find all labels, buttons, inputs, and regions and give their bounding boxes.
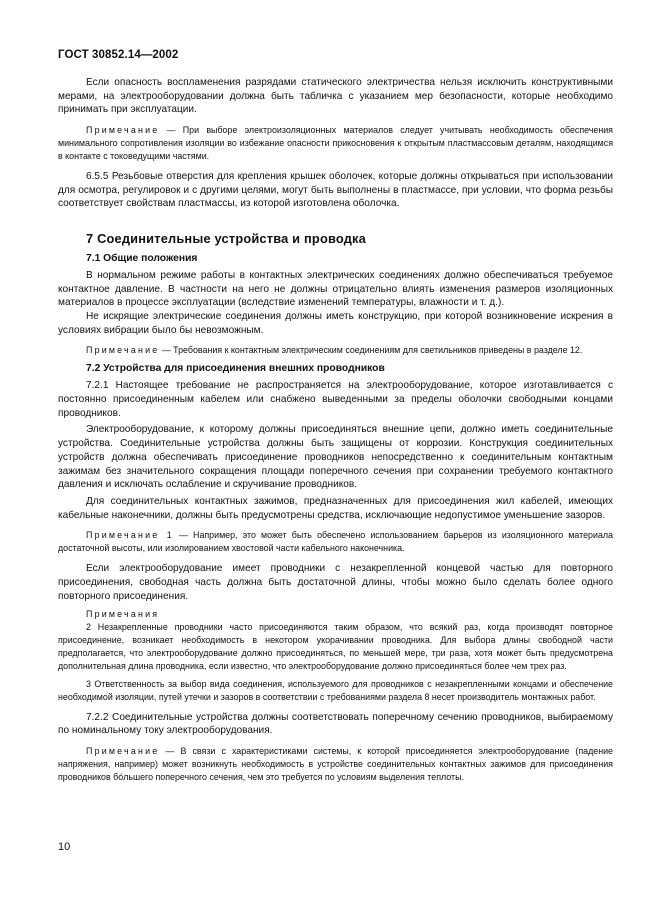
note-text: — Требования к контактным электрическим соединениям для светильников приведены в разделе 12. xyxy=(159,345,583,356)
page-content xyxy=(58,76,613,784)
paragraph-6-5-5: 6.5.5 Резьбовые отверстия для крепления крышек оболочек, которые должны открываться при использовании для осмотра, регулировок и с другими целями, могут быть выполнены в пластмассе, при условии, что форма резьбы соответствует свойствам пластмассы, из которой изготовлена оболочка. xyxy=(58,170,613,210)
paragraph-7-2-2: 7.2.2 Соединительные устройства должны соответствовать поперечному сечению проводников, выбираемому по номинальному току электрооборудования. xyxy=(58,711,613,737)
note-3-responsibility: 3 Ответственность за выбор вида соединения, используемого для проводников с незакрепленными концами и обеспечение необходимой изоляции, путей утечки и зазоров в соответствии с требованиями раздела 8 несет производитель монтажных работ. xyxy=(58,678,613,702)
note-text: — В связи с характеристиками системы, к которой присоединяется электрооборудование (падение напряжения, например) может возникнуть необходимость в устройстве соединительных контактных зажимов для присоединения проводников бо́льшего поперечного сечения, чем это требуется по условиям выделения теплоты. xyxy=(58,746,613,782)
paragraph-7-2-1-reconnection: Если электрооборудование имеет проводники с незакрепленной концевой частью для повторного присоединения, свободная часть должна быть достаточной длины, чтобы можно было сделать более одного повторного присоединения. xyxy=(58,563,613,602)
notes-heading: Примечания xyxy=(86,609,160,620)
paragraph-7-2-1-terminals: Электрооборудование, к которому должны присоединяться внешние цепи, должно иметь соединительные устройства. Соединительные устройства должны быть защищены от коррозии. Конструкция соединительных устройств должна обеспечивать присоединение проводников непосредственно к соединительным контактным зажимам без значительного сокращения площади поперечного сечения при сохранении требуемого контактного давления и исключать ослабление и скручивание проводников. xyxy=(58,424,613,491)
section-7-title: 7 Соединительные устройства и проводка xyxy=(86,230,366,246)
note-label: Примечание 1 xyxy=(86,530,174,541)
note-barriers xyxy=(58,529,613,555)
paragraph-static-electricity: Если опасность воспламенения разрядами статического электричества нельзя исключить конструктивными мерами, на электрооборудовании должна быть табличка с указанием мер безопасности, которые необходимо принимать при эксплуатации. xyxy=(58,77,613,116)
subsection-7-1-title: 7.1 Общие положения xyxy=(86,252,198,264)
paragraph-7-1-sparking: Не искрящие электрические соединения должны иметь конструкцию, при которой возникновение искрения в условиях вибрации было бы невозможным. xyxy=(58,311,613,336)
note-voltage-drop xyxy=(58,745,613,784)
paragraph-7-1-contact-pressure: В нормальном режиме работы в контактных электрических соединениях должно обеспечиваться требуемое контактное давление. В частности на него не должны отрицательно влиять изменения размеров изоляционных материалов в процессе эксплуатации (вследствие изменений температуры, влажности и т. д.). xyxy=(58,269,613,309)
subsection-7-2-title: 7.2 Устройства для присоединения внешних проводников xyxy=(86,363,385,375)
paragraph-7-2-1-lugs: Для соединительных контактных зажимов, предназначенных для присоединения жил кабелей, имеющих кабельные наконечники, должны быть предусмотрены средства, исключающие недопустимое уменьшение зазоров. xyxy=(58,495,613,521)
note-insulation xyxy=(58,124,613,163)
note-luminaires xyxy=(58,344,613,357)
note-text: — Например, это может быть обеспечено использованием барьеров из изоляционного материала достаточной высоты, или изолированием хвостовой части кабельного наконечника. xyxy=(58,530,613,554)
note-label: Примечание xyxy=(86,345,160,356)
standard-header: ГОСТ 30852.14—2002 xyxy=(58,49,179,61)
note-label: Примечание xyxy=(86,125,160,136)
note-2-shortening: 2 Незакрепленные проводники часто присоединяются таким образом, что всякий раз, когда производят повторное присоединение, возникает необходимость в некотором укорачивании проводника. Для выбора длины свободной части предполагается, что электрооборудование должно присоединяться, по меньшей мере, три раза, хотя может быть предусмотрена дополнительная длина проводника, если известно, что электрооборудование должно присоединяться более чем трех раз. xyxy=(58,622,613,671)
page-number: 10 xyxy=(58,841,71,853)
note-label: Примечание xyxy=(86,746,160,757)
note-text: — При выборе электроизоляционных материалов следует учитывать необходимость обеспечения минимального сопротивления изоляции во избежание опасности прикосновения к открытым пластмассовым деталям, находящимся в контакте с токоведущими частями. xyxy=(58,125,613,161)
paragraph-7-2-1: 7.2.1 Настоящее требование не распространяется на электрооборудование, которое изготавливается с постоянно присоединенным кабелем или снабжено выведенными за пределы оболочки свободными концами проводников. xyxy=(58,380,613,419)
